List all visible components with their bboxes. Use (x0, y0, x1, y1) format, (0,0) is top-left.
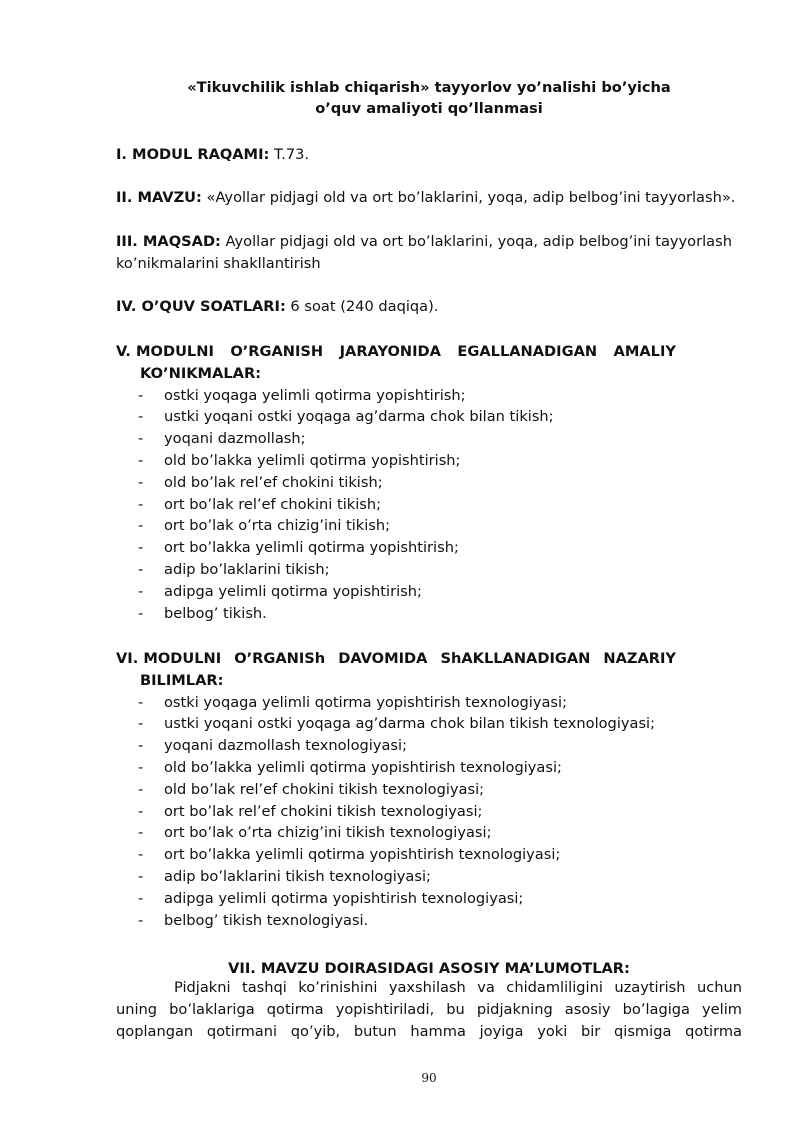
document-title (116, 77, 742, 119)
list-item (116, 888, 742, 910)
list-item (116, 692, 742, 714)
title-line-2: o’quv amaliyoti qo’llanmasi (315, 100, 543, 117)
list-item (116, 603, 742, 625)
list-item (116, 713, 742, 735)
section-theoretical-knowledge (116, 648, 742, 931)
dash-bullet: - (138, 473, 144, 491)
dash-bullet: - (138, 517, 144, 535)
list-item-text: ustki yoqani ostki yoqaga ag’darma chok bilan tikish; (164, 408, 554, 426)
paragraph-line: qoplangan qotirmani qo’yib, butun hamma joyiga yoki bir qismiga qotirma (116, 1023, 742, 1040)
section-value-continued: ko’nikmalarini shakllantirish (116, 254, 321, 272)
section-heading-continued: BILIMLAR: (140, 671, 224, 689)
section-module-number (116, 144, 742, 166)
section-label: IV. O’QUV SOATLARI: (116, 298, 286, 315)
section-label: III. MAQSAD: (116, 233, 221, 250)
list-item (116, 428, 742, 450)
list-item-text: yoqani dazmollash texnologiyasi; (164, 737, 407, 755)
section-goal (116, 231, 742, 275)
heading-word: AMALIY (613, 343, 676, 360)
section-main-info-heading: VII. MAVZU DOIRASIDAGI ASOSIY MA’LUMOTLAR: (228, 960, 630, 977)
dash-bullet: - (138, 758, 144, 776)
list-item (116, 472, 742, 494)
dash-bullet: - (138, 495, 144, 513)
dash-bullet: - (138, 780, 144, 798)
list-item-text: belbog’ tikish. (164, 604, 267, 622)
list-item-text: yoqani dazmollash; (164, 430, 306, 448)
paragraph-line (116, 977, 742, 999)
section-value: «Ayollar pidjagi old va ort bo’laklarini, yoqa, adip belbog’ini tayyorlash». (201, 189, 736, 206)
list-item-text: ort bo’lak rel’ef chokini tikish; (164, 495, 382, 513)
document-page (116, 0, 742, 1131)
list-item (116, 779, 742, 801)
heading-word: EGALLANADIGAN (457, 343, 598, 360)
knowledge-list (116, 692, 742, 932)
section-label: II. MAVZU: (116, 189, 202, 206)
list-item (116, 515, 742, 537)
list-item-text: ustki yoqani ostki yoqaga ag’darma chok bilan tikish texnologiyasi; (164, 715, 656, 733)
main-info-paragraph (116, 977, 742, 1043)
list-item (116, 581, 742, 603)
list-item (116, 910, 742, 932)
dash-bullet: - (138, 911, 144, 929)
title-line-1: «Tikuvchilik ishlab chiqarish» tayyorlov yo’nalishi bo’yicha (187, 79, 671, 96)
list-item (116, 735, 742, 757)
list-item (116, 801, 742, 823)
section-label: I. MODUL RAQAMI: (116, 146, 270, 163)
dash-bullet: - (138, 451, 144, 469)
skills-list (116, 385, 742, 625)
section-heading (116, 341, 676, 363)
list-item-text: ort bo’lak o’rta chizig’ini tikish texnologiyasi; (164, 824, 492, 842)
list-item-text: ort bo’lak o’rta chizig’ini tikish; (164, 517, 391, 535)
dash-bullet: - (138, 802, 144, 820)
section-value: Ayollar pidjagi old va ort bo’laklarini, yoqa, adip belbog’ini tayyorlash (220, 233, 732, 250)
dash-bullet: - (138, 408, 144, 426)
list-item (116, 406, 742, 428)
dash-bullet: - (138, 430, 144, 448)
dash-bullet: - (138, 824, 144, 842)
dash-bullet: - (138, 889, 144, 907)
heading-word: NAZARIY (603, 650, 676, 667)
list-item-text: adip bo’laklarini tikish texnologiyasi; (164, 867, 431, 885)
heading-word: O’RGANISh (234, 650, 326, 667)
dash-bullet: - (138, 386, 144, 404)
dash-bullet: - (138, 582, 144, 600)
list-item-text: old bo’lak rel’ef chokini tikish texnologiyasi; (164, 780, 485, 798)
list-item-text: adip bo’laklarini tikish; (164, 560, 330, 578)
list-item-text: adipga yelimli qotirma yopishtirish; (164, 582, 422, 600)
list-item (116, 844, 742, 866)
list-item (116, 450, 742, 472)
heading-word: JARAYONIDA (339, 343, 441, 360)
section-study-hours (116, 296, 742, 318)
list-item-text: old bo’lak rel’ef chokini tikish; (164, 473, 383, 491)
heading-word: O’RGANISH (230, 343, 324, 360)
list-item (116, 537, 742, 559)
list-item (116, 494, 742, 516)
heading-word: ShAKLLANADIGAN (440, 650, 591, 667)
list-item-text: ostki yoqaga yelimli qotirma yopishtirish; (164, 386, 466, 404)
paragraph-line-text: Pidjakni tashqi ko’rinishini yaxshilash va chidamliligini uzaytirish uchun (174, 979, 742, 996)
list-item-text: ort bo’lakka yelimli qotirma yopishtirish texnologiyasi; (164, 846, 561, 864)
dash-bullet: - (138, 560, 144, 578)
heading-word: DAVOMIDA (338, 650, 428, 667)
section-value: 6 soat (240 daqiqa). (285, 298, 439, 315)
dash-bullet: - (138, 604, 144, 622)
list-item-text: ort bo’lakka yelimli qotirma yopishtirish; (164, 539, 459, 557)
heading-word: VI. MODULNI (116, 650, 222, 667)
list-item-text: ort bo’lak rel’ef chokini tikish texnologiyasi; (164, 802, 483, 820)
section-heading (116, 648, 676, 670)
list-item-text: belbog’ tikish texnologiyasi. (164, 911, 369, 929)
dash-bullet: - (138, 715, 144, 733)
list-item-text: old bo’lakka yelimli qotirma yopishtirish; (164, 451, 461, 469)
list-item (116, 559, 742, 581)
list-item (116, 822, 742, 844)
section-topic (116, 187, 742, 209)
dash-bullet: - (138, 846, 144, 864)
section-practical-skills (116, 341, 742, 624)
list-item (116, 866, 742, 888)
dash-bullet: - (138, 867, 144, 885)
heading-word: V. MODULNI (116, 343, 214, 360)
list-item-text: adipga yelimli qotirma yopishtirish texnologiyasi; (164, 889, 524, 907)
list-item (116, 757, 742, 779)
paragraph-line: uning bo’laklariga qotirma yopishtiriladi, bu pidjakning asosiy bo’lagiga yelim (116, 1001, 742, 1018)
dash-bullet: - (138, 737, 144, 755)
dash-bullet: - (138, 539, 144, 557)
dash-bullet: - (138, 693, 144, 711)
list-item-text: old bo’lakka yelimli qotirma yopishtirish texnologiyasi; (164, 758, 562, 776)
list-item-text: ostki yoqaga yelimli qotirma yopishtirish texnologiyasi; (164, 693, 567, 711)
page-number: 90 (421, 1071, 437, 1085)
list-item (116, 385, 742, 407)
section-heading-continued: KO’NIKMALAR: (140, 364, 262, 382)
section-value: T.73. (269, 146, 310, 163)
